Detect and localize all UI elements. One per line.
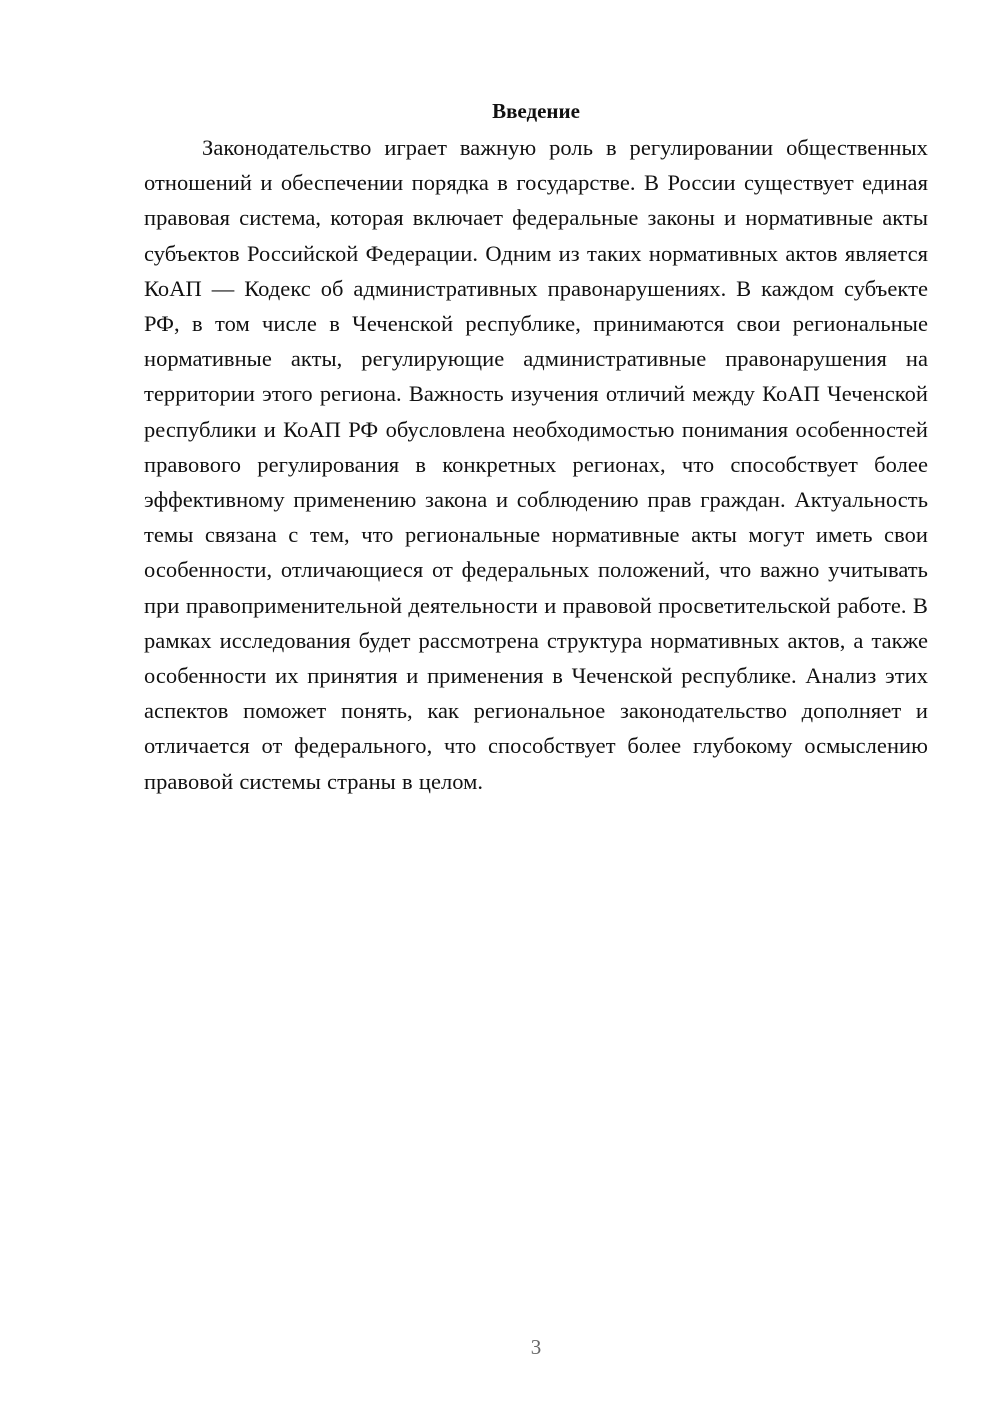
section-title: Введение [492,99,580,123]
page-content [144,94,928,799]
body-paragraph: Законодательство играет важную роль в регулировании общественных отношений и обеспечении порядка в государстве. В России существует единая правовая система, которая включает федеральные законы и нормативные акты субъектов Российской Федерации. Одним из таких нормативных актов является КоАП — Кодекс об административных правонарушениях. В каждом субъекте РФ, в том числе в Чеченской республике, принимаются свои региональные нормативные акты, регулирующие административные правонарушения на территории этого региона. Важность изучения отличий между КоАП Чеченской республики и КоАП РФ обусловлена необходимостью понимания особенностей правового регулирования в конкретных регионах, что способствует более эффективному применению закона и соблюдению прав граждан. Актуальность темы связана с тем, что региональные нормативные акты могут иметь свои особенности, отличающиеся от федеральных положений, что важно учитывать при правоприменительной деятельности и правовой просветительской работе. В рамках исследования будет рассмотрена структура нормативных актов, а также особенности их принятия и применения в Чеченской республике. Анализ этих аспектов поможет понять, как региональное законодательство дополняет и отличается от федерального, что способствует более глубокому осмыслению правовой системы страны в целом. [144,135,928,794]
page-number: 3 [530,1335,542,1359]
